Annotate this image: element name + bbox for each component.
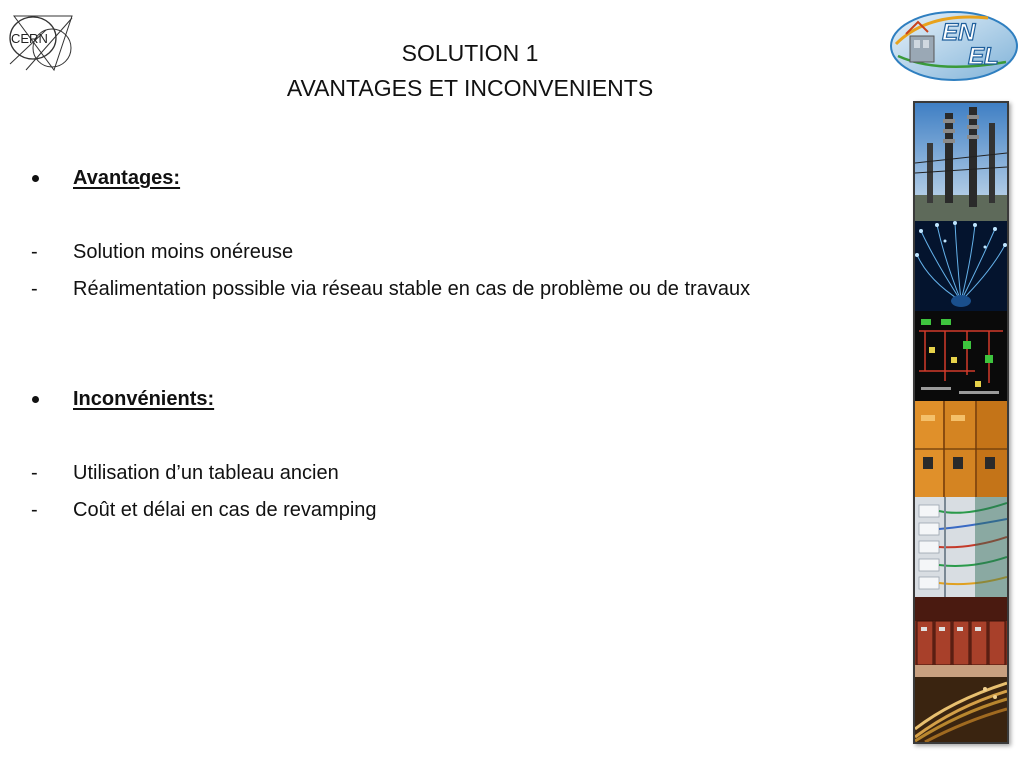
dash-marker: -	[31, 278, 38, 300]
advantages-heading: Avantages:	[73, 167, 181, 189]
bullet-dot-icon	[32, 175, 39, 182]
advantage-item-text: Réalimentation possible via réseau stable en cas de problème ou de travaux	[73, 278, 751, 300]
switchboard-photo	[915, 401, 1007, 497]
title-line-2: AVANTAGES ET INCONVENIENTS	[286, 75, 654, 101]
control-room-photo	[915, 597, 1007, 677]
disadvantage-item-text: Utilisation d’un tableau ancien	[73, 462, 339, 484]
fiber-optic-photo	[915, 221, 1007, 311]
advantage-item-text: Solution moins onéreuse	[73, 241, 294, 263]
cable-tray-photo	[915, 677, 1007, 742]
cabling-photo	[915, 497, 1007, 597]
dash-marker: -	[31, 462, 38, 484]
cern-logo-text: CERN	[11, 31, 48, 46]
disadvantage-item-text: Coût et délai en cas de revamping	[73, 499, 377, 521]
dash-marker: -	[31, 499, 38, 521]
bullet-dot-icon	[32, 396, 39, 403]
substation-photo	[915, 103, 1007, 221]
dash-marker: -	[31, 241, 38, 263]
en-logo-text: EN	[942, 19, 976, 46]
el-logo-text: EL	[968, 43, 999, 70]
photo-strip	[913, 101, 1009, 744]
disadvantages-heading: Inconvénients:	[73, 388, 215, 410]
control-screen-photo	[915, 311, 1007, 401]
title-line-1: SOLUTION 1	[401, 40, 539, 66]
en-el-logo	[888, 4, 1020, 84]
